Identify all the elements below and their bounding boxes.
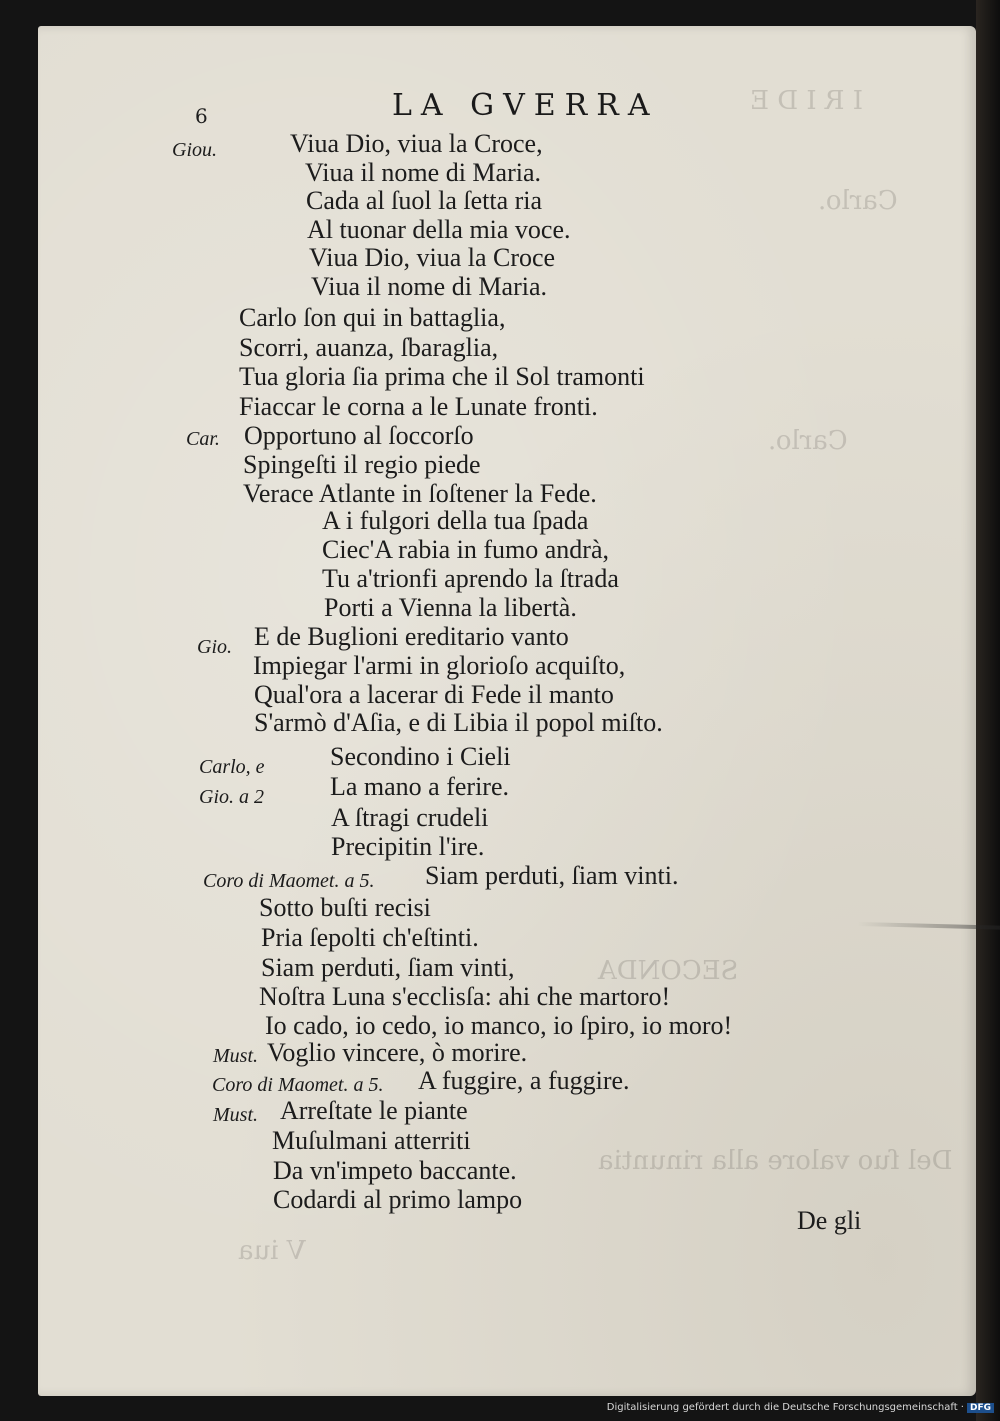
speaker-label: Must.	[213, 1045, 258, 1067]
speaker-label: Gio. a 2	[199, 786, 264, 808]
page-number: 6	[195, 104, 208, 128]
book-spine	[976, 0, 1000, 1421]
running-head: LA GVERRA	[392, 88, 659, 123]
verse-line: Spingeſti il regio piede	[243, 450, 481, 479]
verse-line: Io cado, io cedo, io manco, io ſpiro, io moro!	[265, 1011, 733, 1040]
verse-line: Porti a Vienna la libertà.	[324, 593, 577, 622]
verse-line: Tua gloria ſia prima che il Sol tramonti	[239, 362, 645, 391]
speaker-label: Gio.	[197, 636, 232, 658]
speaker-label: Coro di Maomet. a 5.	[203, 870, 375, 892]
speaker-label: Must.	[213, 1104, 258, 1126]
show-through-text: SECONDA	[598, 956, 739, 986]
show-through-text: Carlo.	[818, 186, 898, 216]
verse-line: Viua il nome di Maria.	[311, 272, 547, 301]
verse-line: Impiegar l'armi in glorioſo acquiſto,	[253, 651, 626, 680]
catchword: De gli	[797, 1206, 862, 1235]
verse-line: Verace Atlante in ſoſtener la Fede.	[243, 479, 597, 508]
verse-line: Muſulmani atterriti	[272, 1126, 471, 1155]
verse-line: Viua Dio, viua la Croce	[309, 243, 556, 272]
verse-line: Al tuonar della mia voce.	[307, 215, 571, 244]
show-through-text: V iua	[238, 1236, 306, 1266]
speaker-label: Giou.	[172, 139, 217, 161]
verse-line: Noſtra Luna s'ecclisſa: ahi che martoro!	[259, 982, 671, 1011]
verse-line: Arreſtate le piante	[280, 1096, 468, 1125]
verse-line: Pria ſepolti ch'eſtinti.	[261, 923, 479, 952]
verse-line: E de Buglioni ereditario vanto	[254, 622, 569, 651]
footer-text: Digitalisierung gefördert durch die Deutsche Forschungsgemeinschaft ·	[606, 1402, 964, 1413]
verse-line: Tu a'trionfi aprendo la ſtrada	[322, 564, 619, 593]
verse-line: Opportuno al ſoccorſo	[244, 421, 474, 450]
verse-line: Siam perduti, ſiam vinti.	[425, 861, 679, 890]
verse-line: Da vn'impeto baccante.	[273, 1156, 517, 1185]
verse-line: Fiaccar le corna a le Lunate fronti.	[239, 392, 598, 421]
verse-line: Siam perduti, ſiam vinti,	[261, 953, 515, 982]
dfg-footer	[607, 1402, 994, 1413]
verse-line: Viua il nome di Maria.	[305, 158, 541, 187]
show-through-text: I R I D E	[750, 86, 864, 116]
verse-line: Scorri, auanza, ſbaraglia,	[239, 333, 499, 362]
verse-line: S'armò d'Aſia, e di Libia il popol miſto.	[254, 708, 663, 737]
dfg-logo: DFG	[967, 1403, 994, 1413]
verse-line: Secondino i Cieli	[330, 742, 511, 771]
speaker-label: Car.	[186, 428, 220, 450]
verse-line: Precipitin l'ire.	[331, 832, 485, 861]
verse-line: Qual'ora a lacerar di Fede il manto	[254, 680, 614, 709]
verse-line: Codardi al primo lampo	[273, 1185, 523, 1214]
verse-line: Carlo ſon qui in battaglia,	[239, 303, 506, 332]
speaker-label: Carlo, e	[199, 756, 265, 778]
verse-line: A ſtragi crudeli	[331, 803, 489, 832]
verse-line: Sotto buſti recisi	[259, 893, 431, 922]
verse-line: A fuggire, a fuggire.	[418, 1066, 630, 1095]
verse-line: Voglio vincere, ò morire.	[267, 1038, 528, 1067]
show-through-text: Carlo.	[768, 426, 848, 456]
speaker-label: Coro di Maomet. a 5.	[212, 1074, 384, 1096]
show-through-text: Del ſuo valore alla rinuntia	[598, 1146, 953, 1176]
verse-line: Ciec'A rabia in fumo andrà,	[322, 535, 609, 564]
verse-line: La mano a ferire.	[330, 772, 510, 801]
verse-line: Viua Dio, viua la Croce,	[290, 129, 543, 158]
verse-line: A i fulgori della tua ſpada	[322, 506, 589, 535]
verse-line: Cada al ſuol la ſetta ria	[306, 186, 543, 215]
